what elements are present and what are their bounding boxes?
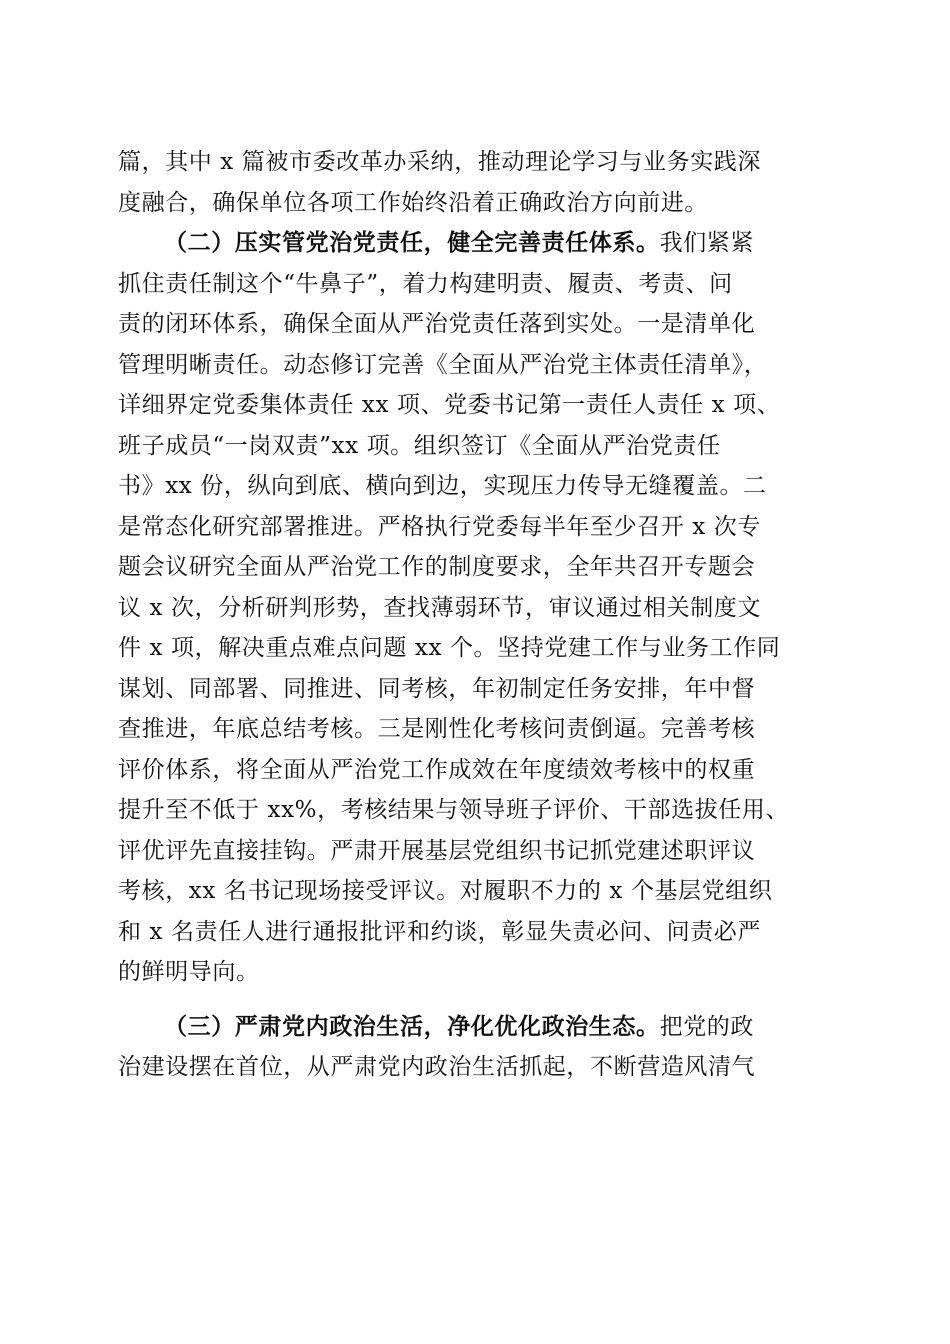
text-line: 抓住责任制这个“牛鼻子”，着力构建明责、履责、考责、问 bbox=[118, 270, 733, 297]
text-line: 提升至不低于 xx%，考核结果与领导班子评价、干部选拔任用、 bbox=[118, 797, 790, 823]
text-line: 议 x 次，分析研判形势，查找薄弱环节，审议通过相关制度文 bbox=[118, 594, 761, 621]
section-3-heading-tail: 把党的政 bbox=[659, 1013, 755, 1040]
text-line: 责的闭环体系，确保全面从严治党责任落到实处。一是清单化 bbox=[118, 311, 756, 337]
text-line: 的鲜明导向。 bbox=[118, 959, 260, 985]
section-2-heading-tail: 我们紧紧 bbox=[659, 230, 755, 256]
section-3-first-line bbox=[118, 1007, 838, 1048]
text-line: 题会议研究全面从严治党工作的制度要求，全年共召开专题会 bbox=[118, 554, 756, 580]
section-2-first-line bbox=[118, 223, 838, 264]
text-line: 书》xx 份，纵向到底、横向到边，实现压力传导无缝覆盖。二 bbox=[118, 473, 767, 499]
text-line: 是常态化研究部署推进。严格执行党委每半年至少召开 x 次专 bbox=[118, 513, 761, 540]
text-line: 谋划、同部署、同推进、同考核，年初制定任务安排，年中督 bbox=[118, 675, 756, 702]
text-line: 考核，xx 名书记现场接受评议。对履职不力的 x 个基层党组织 bbox=[118, 878, 773, 904]
text-line: 详细界定党委集体责任 xx 项、党委书记第一责任人责任 x 项、 bbox=[118, 392, 781, 418]
section-3-heading: （三）严肃党内政治生活，净化优化政治生态。 bbox=[164, 1013, 660, 1040]
text-line: 管理明晰责任。动态修订完善《全面从严治党主体责任清单》， bbox=[118, 351, 768, 378]
document-body bbox=[118, 142, 838, 1088]
text-line: 班子成员“一岗双责”xx 项。组织签订《全面从严治党责任 bbox=[118, 432, 721, 459]
text-line: 和 x 名责任人进行通报批评和约谈，彰显失责必问、问责必严 bbox=[118, 918, 761, 945]
section-2-heading: （二）压实管党治党责任，健全完善责任体系。 bbox=[164, 230, 660, 256]
text-line: 评优评先直接挂钩。严肃开展基层党组织书记抓党建述职评议 bbox=[118, 837, 756, 864]
text-line: 评价体系，将全面从严治党工作成效在年度绩效考核中的权重 bbox=[118, 756, 756, 783]
text-line: 度融合，确保单位各项工作始终沿着正确政治方向前进。 bbox=[118, 189, 708, 216]
text-line: 查推进，年底总结考核。三是刚性化考核问责倒逼。完善考核 bbox=[118, 716, 756, 742]
text-line: 治建设摆在首位，从严肃党内政治生活抓起，不断营造风清气 bbox=[118, 1054, 756, 1080]
text-line: 件 x 项，解决重点难点问题 xx 个。坚持党建工作与业务工作同 bbox=[118, 635, 781, 661]
text-line: 篇，其中 x 篇被市委改革办采纳，推动理论学习与业务实践深 bbox=[118, 149, 761, 175]
paragraph-spacing bbox=[118, 993, 838, 1007]
